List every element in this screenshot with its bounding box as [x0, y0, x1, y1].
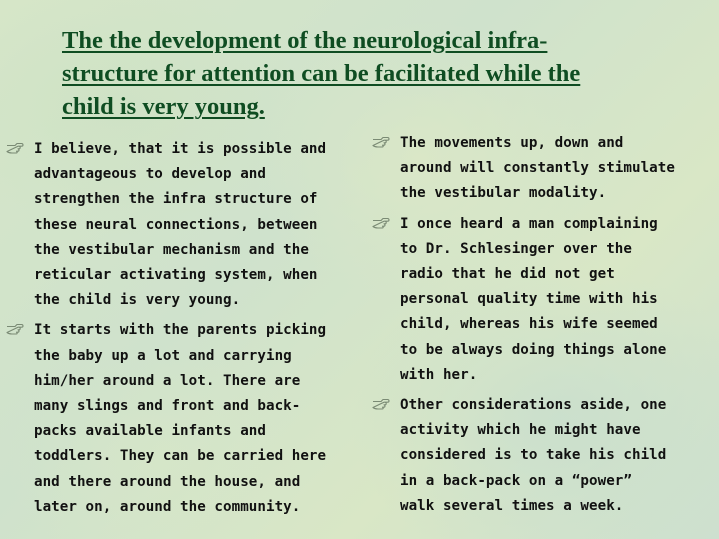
pointing-hand-icon — [372, 131, 400, 148]
bullet-text-line: and there around the house, and — [34, 473, 301, 490]
bullet-text — [34, 318, 326, 520]
bullet-text-line: personal quality time with his — [400, 291, 658, 308]
pointing-hand-icon — [6, 318, 34, 335]
bullet-text-line: the child is very young. — [34, 292, 241, 309]
right-bullet-column — [372, 131, 712, 524]
bullet-text-line: to be always doing things alone — [400, 341, 667, 358]
bullet-text-line: the vestibular modality. — [400, 185, 607, 202]
bullet-text-line: Other considerations aside, one — [400, 397, 667, 414]
bullet-item — [6, 137, 356, 313]
title-line: child is very young. — [62, 93, 265, 120]
bullet-text-line: I believe, that it is possible and — [34, 141, 327, 157]
bullet-text-line: him/her around a lot. There are — [34, 372, 301, 389]
bullet-item — [372, 212, 712, 388]
bullet-item — [372, 393, 712, 519]
bullet-text-line: the vestibular mechanism and the — [34, 241, 309, 258]
bullet-text-line: reticular activating system, when — [34, 267, 318, 284]
bullet-item — [372, 131, 712, 207]
bullet-text — [34, 137, 326, 313]
bullet-text-line: packs available infants and — [34, 423, 266, 440]
bullet-text-line: child, whereas his wife seemed — [400, 316, 658, 333]
bullet-text-line: activity which he might have — [400, 422, 641, 439]
pointing-hand-icon — [6, 137, 34, 154]
bullet-text — [400, 212, 666, 388]
bullet-item — [6, 318, 356, 520]
title-line: structure for attention can be facilitated while the — [62, 60, 581, 87]
bullet-text-line: The movements up, down and — [400, 135, 624, 151]
bullet-text-line: strengthen the infra structure of — [34, 191, 318, 208]
bullet-text-line: radio that he did not get — [400, 266, 615, 283]
bullet-text-line: later on, around the community. — [34, 498, 301, 515]
title-line: The the development of the neurological infra- — [62, 27, 548, 54]
bullet-text — [400, 131, 675, 207]
bullet-text-line: advantageous to develop and — [34, 166, 266, 183]
slide-title — [62, 24, 682, 123]
bullet-text — [400, 393, 666, 519]
bullet-text-line: I once heard a man complaining — [400, 215, 658, 232]
bullet-text-line: walk several times a week. — [400, 497, 624, 514]
bullet-text-line: around will constantly stimulate — [400, 160, 675, 177]
bullet-text-line: It starts with the parents picking — [34, 322, 327, 339]
bullet-text-line: toddlers. They can be carried here — [34, 448, 327, 465]
pointing-hand-icon — [372, 393, 400, 410]
left-bullet-column — [6, 137, 356, 525]
bullet-text-line: in a back-pack on a “power” — [400, 472, 632, 489]
pointing-hand-icon — [372, 212, 400, 229]
bullet-text-line: with her. — [400, 366, 478, 383]
bullet-text-line: the baby up a lot and carrying — [34, 347, 292, 364]
bullet-text-line: to Dr. Schlesinger over the — [400, 240, 632, 257]
bullet-text-line: these neural connections, between — [34, 216, 318, 233]
bullet-text-line: considered is to take his child — [400, 447, 667, 464]
bullet-text-line: many slings and front and back- — [34, 398, 301, 415]
